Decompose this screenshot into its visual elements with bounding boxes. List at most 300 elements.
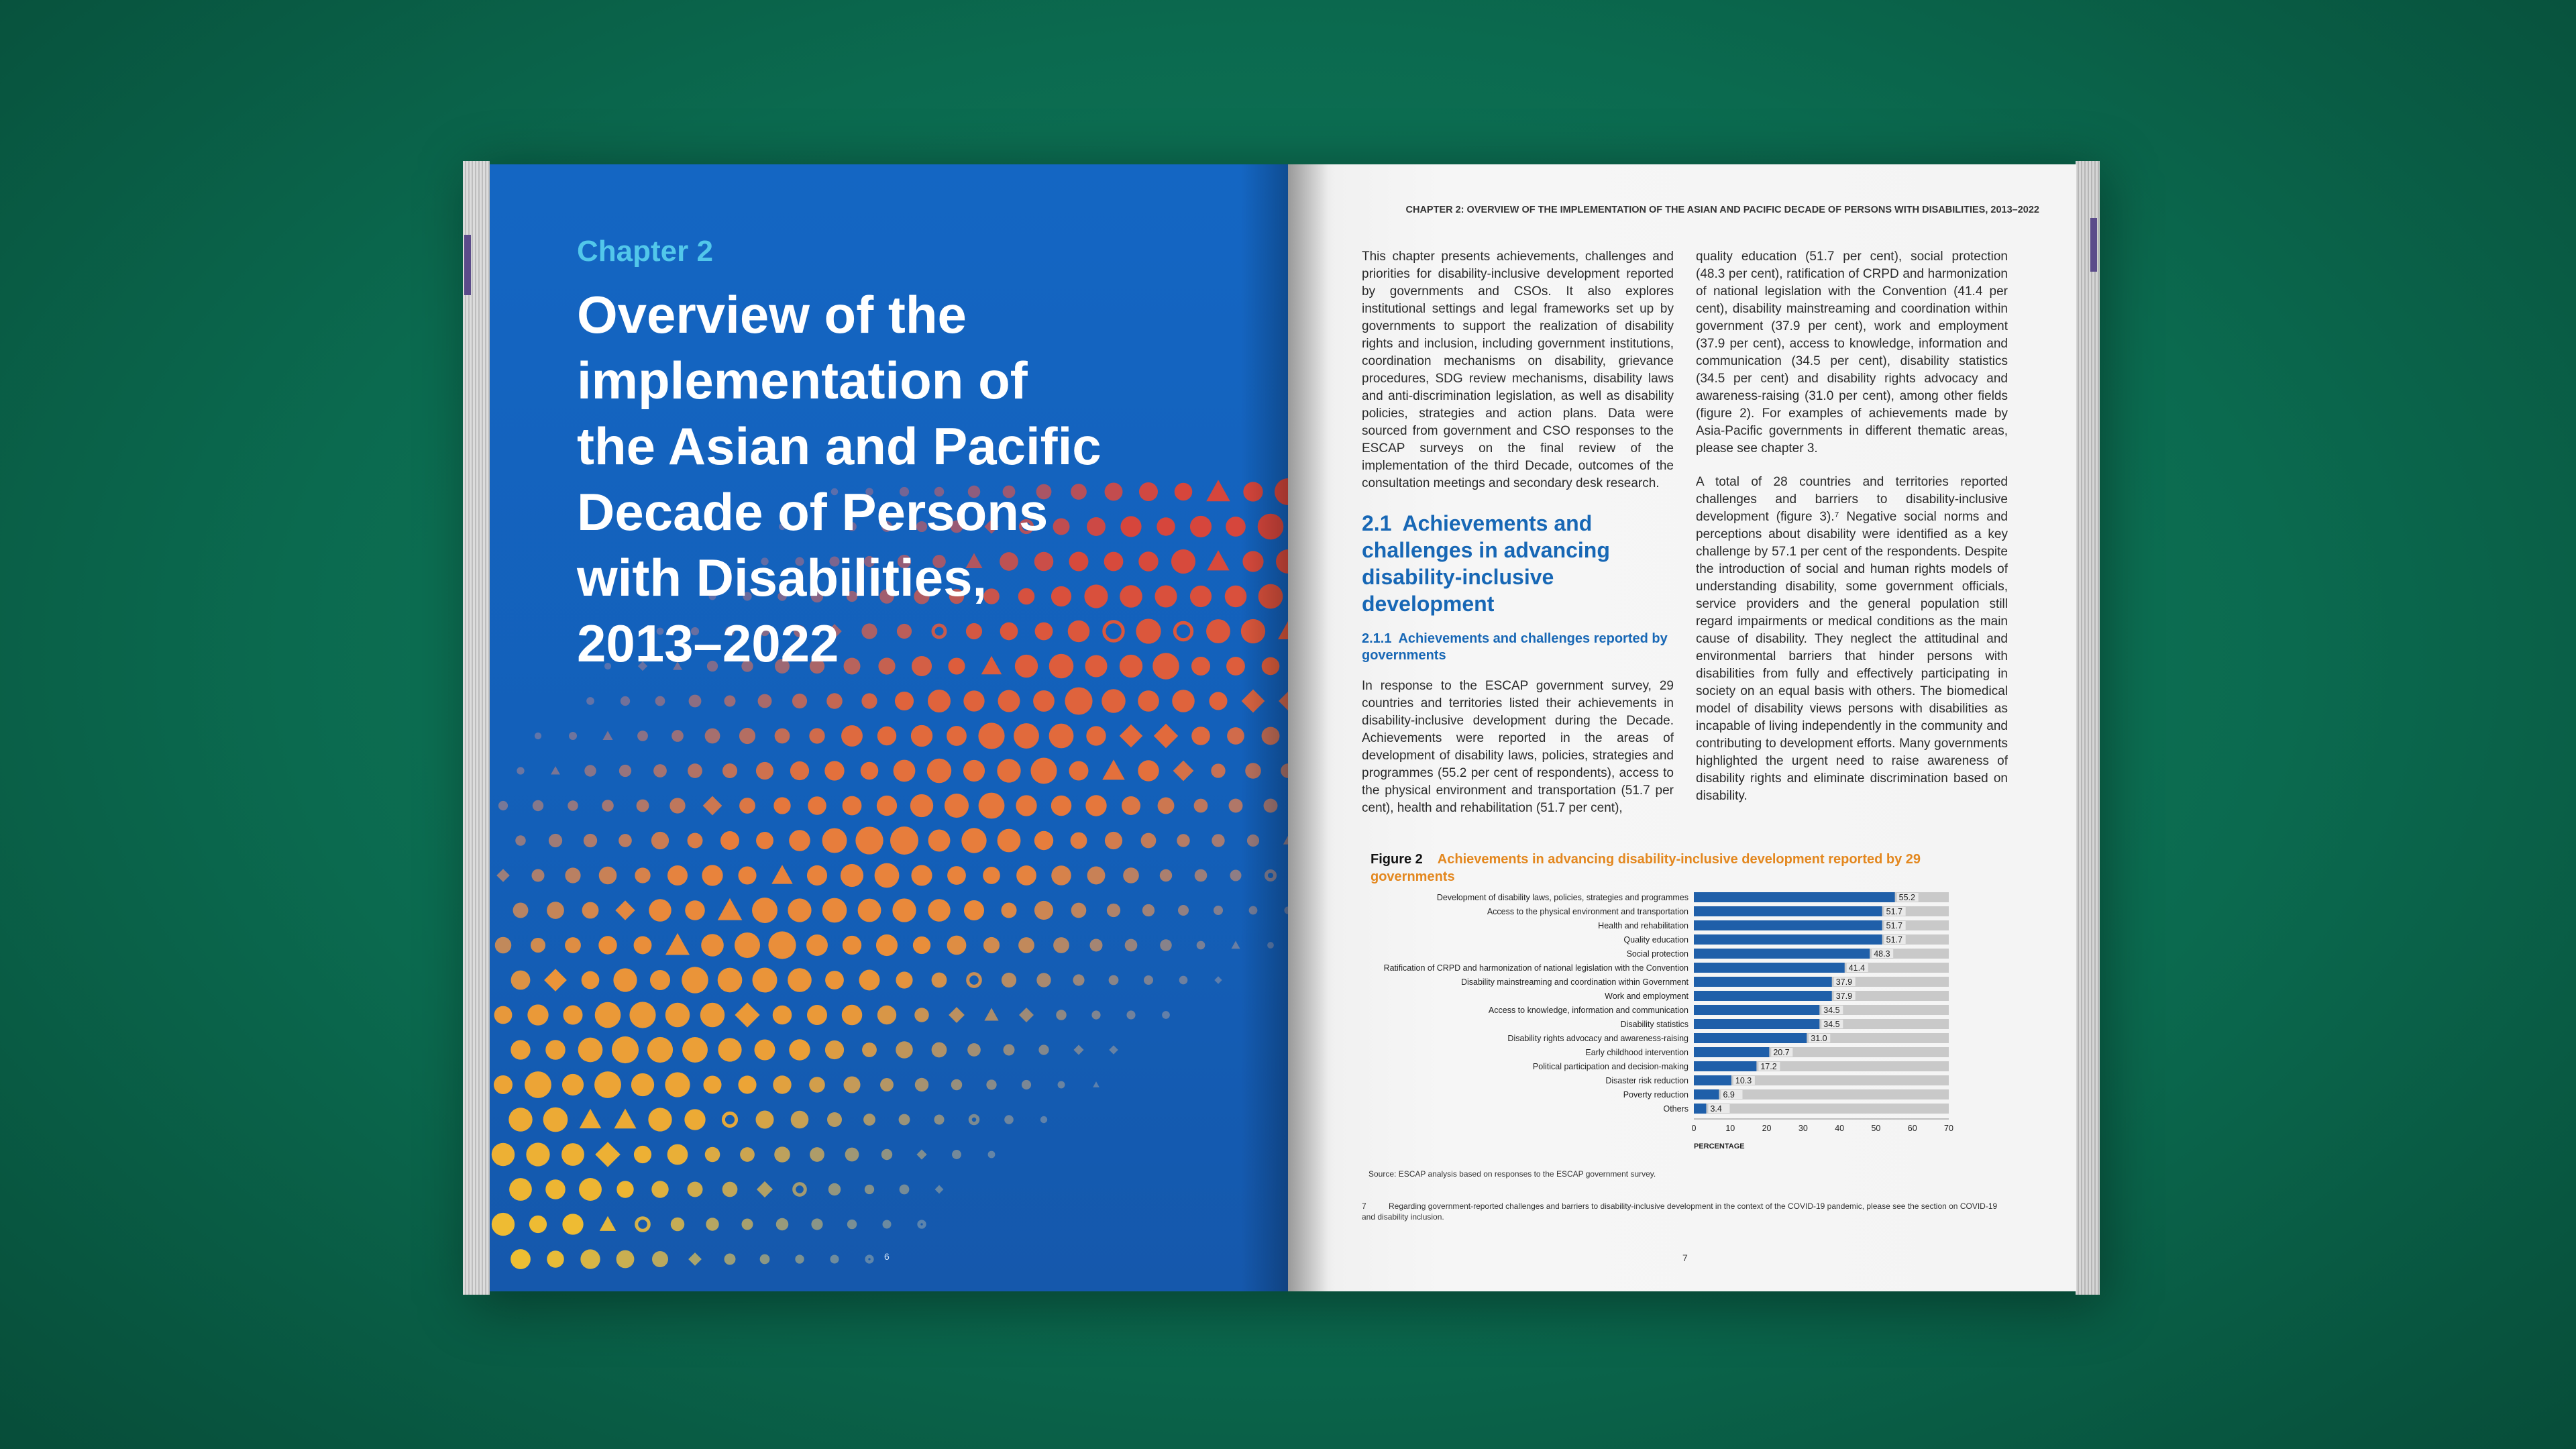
pattern-dot [773,1075,791,1093]
bar [1694,1033,1807,1043]
pattern-dot [1053,937,1069,953]
pattern-dot [859,970,880,991]
pattern-dot [997,759,1020,782]
pattern-dot [545,1179,566,1199]
pattern-ring [867,1256,872,1262]
pattern-dot [863,1114,875,1126]
pattern-dot [847,1220,857,1229]
pattern-dot [875,863,900,888]
pattern-dot [826,693,843,709]
pattern-dot [492,1143,515,1166]
pattern-diamond [615,900,635,920]
pattern-dot [735,932,760,958]
pattern-dot [531,938,545,953]
bar [1694,892,1895,902]
pattern-triangle [602,731,612,740]
footnote-text: Regarding government-reported challenges and barriers to disability-inclusive development in the context of the COVID-19 pandemic, please see the section on COVID-19 and disability inclusion. [1362,1201,1998,1222]
pattern-dot [594,1071,621,1098]
title-line: Overview of the [577,285,967,344]
pattern-dot [621,696,630,706]
pattern-dot [752,898,777,923]
pattern-dot [1090,939,1103,952]
pattern-dot [911,865,932,885]
x-tick-label: 0 [1691,1124,1697,1133]
pattern-dot [738,1075,756,1093]
title-line: 2013–2022 [577,614,839,673]
pattern-diamond [544,969,567,991]
pattern-dot [881,1149,892,1160]
pattern-ring [723,1113,736,1126]
pattern-dot [947,866,966,885]
pattern-dot [807,865,827,885]
pattern-dot [1122,796,1140,815]
pattern-dot [1034,831,1053,850]
data-label: 20.7 [1773,1048,1790,1057]
footnote-number: 7 [1362,1201,1366,1211]
figure-caption [1371,851,1988,885]
pattern-diamond [1019,1008,1034,1022]
pattern-dot [892,898,916,922]
pattern-dot [1126,1010,1135,1019]
pattern-dot [827,1112,842,1127]
figure-label: Figure 2 [1371,852,1423,867]
pattern-dot [494,1006,513,1024]
pattern-dot [988,1151,996,1159]
pattern-dot [1016,795,1036,816]
pattern-dot [828,1183,841,1195]
pattern-dot [688,763,702,778]
pattern-dot [649,899,671,921]
pattern-dot [1016,865,1036,885]
title-line: Decade of Persons [577,482,1049,541]
pattern-dot [841,725,863,747]
pattern-dot [1001,902,1016,918]
data-label: 31.0 [1811,1034,1827,1043]
pattern-dot [705,729,720,744]
pattern-dot [508,1108,532,1131]
title-line: the Asian and Pacific [577,417,1102,476]
pattern-ring [970,1116,978,1124]
pattern-dot [722,1182,738,1197]
spine-shadow [1241,164,1288,1291]
pattern-dot [822,898,847,923]
pattern-dot [845,1148,859,1162]
pattern-dot [635,867,650,883]
bar-chart [1328,885,2039,1167]
page-edge-tab [464,235,471,295]
pattern-dot [1144,975,1153,985]
category-label: Social protection [1626,949,1688,959]
pattern-dot [1069,761,1089,781]
pattern-dot [720,831,739,850]
pattern-dot [1109,975,1119,985]
pattern-dot [511,1040,530,1059]
category-label: Ratification of CRPD and harmonization of national legislation with the Convention [1383,963,1688,973]
pattern-dot [1123,867,1139,883]
pattern-dot [927,759,951,783]
pattern-dot [511,1249,531,1269]
pattern-dot [545,1040,566,1060]
data-label: 51.7 [1886,935,1903,945]
pattern-dot [932,1042,947,1058]
pattern-dot [788,898,811,922]
pattern-triangle [718,898,743,920]
pattern-dot [986,1079,996,1089]
pattern-dot [790,761,809,780]
pattern-dot [584,765,596,776]
pattern-dot [547,1250,564,1268]
data-label: 3.4 [1710,1104,1722,1114]
pattern-dot [584,834,597,847]
pattern-diamond [595,1142,621,1167]
data-label: 34.5 [1823,1006,1840,1015]
pattern-dot [843,936,861,955]
pattern-dot [655,696,665,706]
pattern-dot [665,1003,690,1027]
data-label: 37.9 [1835,977,1853,987]
pattern-dot [682,967,708,994]
pattern-dot [513,903,529,918]
bar [1694,949,1870,959]
pattern-dot [650,970,670,990]
pattern-dot [932,973,947,988]
pattern-dot [1195,869,1208,882]
pattern-dot [1004,1044,1015,1056]
bar [1694,991,1832,1001]
pattern-dot [700,1003,724,1027]
pattern-dot [1058,1081,1065,1089]
pattern-dot [1049,724,1074,749]
category-label: Poverty reduction [1623,1090,1688,1099]
pattern-dot [582,902,599,919]
pattern-dot [687,1181,702,1197]
body-paragraph: quality education (51.7 per cent), social protection (48.3 per cent), ratification of CRPD and harmonization of national legislation with the Convention (41.4 per cent), disability mainstreaming and coordination within government (37.9 per cent), work and employment (37.9 per cent), access to knowledge, information and communication (34.5 per cent), disability statistics (34.5 per cent) and disability rights advocacy and awareness-raising (31.0 per cent), among other fields (figure 2). For examples of achievements made by Asia-Pacific governments in different thematic areas, please see chapter 3. [1696,250,2008,455]
pattern-diamond [496,869,510,882]
data-label: 6.9 [1723,1090,1735,1099]
pattern-dot [1071,903,1087,918]
pattern-dot [517,767,524,774]
category-label: Disaster risk reduction [1605,1076,1688,1085]
pattern-dot [599,867,617,885]
pattern-dot [934,1114,944,1124]
pattern-dot [876,934,898,956]
pattern-dot [877,796,897,816]
pattern-dot [843,796,862,816]
pattern-dot [776,1218,789,1231]
pattern-dot [983,937,1000,953]
pattern-dot [612,1036,639,1063]
pattern-dot [824,761,844,780]
pattern-dot [595,1002,621,1028]
pattern-dot [964,900,984,920]
pattern-dot [637,800,649,812]
pattern-dot [1033,690,1055,712]
pattern-dot [1051,796,1072,816]
bar [1694,906,1882,916]
pattern-dot [511,971,531,990]
pattern-dot [739,798,755,814]
pattern-dot [1172,690,1195,712]
pattern-dot [495,937,512,954]
pattern-dot [792,694,807,708]
pattern-dot [634,936,652,955]
pattern-diamond [1120,724,1143,748]
pattern-dot [533,800,543,811]
data-label: 48.3 [1874,949,1890,959]
pattern-dot [671,1218,684,1231]
pattern-triangle [771,865,793,883]
pattern-dot [702,865,722,885]
pattern-dot [760,1254,770,1265]
pattern-dot [652,1251,668,1267]
pattern-dot [494,1075,513,1094]
pattern-dot [1036,973,1051,987]
pattern-diamond [1154,724,1178,748]
pattern-dot [756,762,773,780]
pattern-diamond [949,1007,965,1023]
pattern-dot [637,731,648,741]
pattern-dot [947,726,967,746]
pattern-diamond [688,1252,702,1266]
pattern-dot [602,800,614,812]
pattern-dot [1158,798,1175,814]
pattern-dot [758,694,772,708]
pattern-dot [561,1143,584,1166]
pattern-dot [947,936,967,955]
pattern-dot [724,695,735,706]
pattern-dot [806,934,828,956]
intro-paragraph: This chapter presents achievements, challenges and priorities for disability-inclusive development reported by governments and CSOs. It also explores institutional settings and legal frameworks set up by governments to support the realization of disability rights and inclusion, including government institutions, coordination mechanisms on disability, grievance procedures, SDG review mechanisms, disability laws and anti-discrimination legislation, as well as disability policies, strategies and action plans. Data were sourced from government and CSO responses to the ESCAP surveys on the final review of the implementation of the third Decade, outcomes of the consultation meetings and secondary desk research. [1362,250,1674,490]
x-tick-label: 40 [1835,1124,1845,1133]
pattern-dot [1211,763,1225,777]
data-label: 37.9 [1835,991,1853,1001]
pattern-dot [858,899,881,922]
bar [1694,1019,1819,1029]
pattern-dot [563,1005,582,1024]
pattern-dot [651,1181,668,1197]
pattern-dot [788,968,812,992]
pattern-dot [1065,687,1092,714]
pattern-dot [967,1043,981,1057]
pattern-dot [525,1071,551,1098]
pattern-dot [928,690,951,712]
pattern-dot [756,1111,774,1129]
pattern-dot [738,866,756,884]
pattern-dot [535,733,541,739]
page-number-right: 7 [1682,1252,1688,1263]
pattern-dot [1056,1010,1066,1020]
pattern-dot [565,937,581,953]
pattern-triangle [1102,759,1125,780]
pattern-dot [1197,941,1205,950]
pattern-dot [526,1142,549,1166]
pattern-dot [928,830,951,852]
pattern-dot [529,1216,547,1233]
pattern-dot [1230,869,1241,881]
pattern-dot [915,1078,928,1091]
category-label: Quality education [1623,935,1688,945]
text-column-left [1362,248,1674,833]
pattern-dot [667,865,688,885]
pattern-dot [756,832,773,849]
pattern-dot [894,760,916,782]
pattern-dot [579,1178,602,1201]
pattern-dot [689,695,702,708]
pattern-dot [724,1254,736,1265]
x-tick-label: 20 [1762,1124,1772,1133]
pattern-dot [825,971,844,989]
pattern-dot [1030,757,1057,784]
pattern-dot [739,728,755,744]
pattern-dot [895,692,914,710]
pattern-triangle [614,1109,637,1129]
pattern-dot [718,1038,741,1061]
pattern-dot [882,1220,891,1228]
left-page-edges [463,161,490,1295]
title-line: implementation of [577,351,1028,410]
pattern-dot [1209,692,1227,710]
pattern-dot [842,1005,863,1026]
x-tick-label: 30 [1798,1124,1808,1133]
pattern-dot [706,1218,718,1230]
text-column-right [1696,248,2008,821]
pattern-dot [877,727,896,745]
pattern-dot [688,833,703,849]
right-page-edges [2076,161,2100,1295]
pattern-dot [549,834,562,847]
pattern-dot [722,763,737,778]
pattern-diamond [916,1149,926,1159]
bar [1694,963,1845,973]
pattern-dot [1051,865,1071,885]
pattern-dot [861,693,877,708]
bar [1694,1089,1719,1099]
pattern-dot [1194,799,1208,813]
section-heading: 2.1 Achievements and challenges in advancing disability-inclusive development [1362,511,1610,616]
pattern-dot [877,1006,896,1024]
pattern-dot [629,1002,655,1028]
pattern-dot [843,1076,860,1093]
pattern-dot [862,1042,877,1057]
running-head: CHAPTER 2: OVERVIEW OF THE IMPLEMENTATION OF THE ASIAN AND PACIFIC DECADE OF PERSONS WITH DISABILITIES, 2013–2022 [1405,205,2039,215]
category-label: Access to knowledge, information and communication [1488,1006,1688,1015]
pattern-dot [515,835,525,845]
pattern-dot [963,690,984,711]
category-label: Disability statistics [1620,1020,1688,1029]
pattern-dot [914,1008,928,1022]
pattern-dot [1214,906,1223,915]
pattern-dot [619,834,632,847]
category-label: Disability rights advocacy and awareness-raising [1507,1034,1688,1043]
pattern-dot [498,801,508,810]
pattern-dot [1125,939,1138,952]
bar [1694,1047,1769,1057]
pattern-dot [582,971,600,989]
pattern-dot [509,1178,532,1201]
pattern-dot [789,830,810,851]
category-label: Work and employment [1605,991,1688,1001]
pattern-dot [841,864,863,887]
pattern-dot [1191,727,1210,745]
pattern-triangle [1231,941,1240,949]
pattern-diamond [1073,1044,1083,1055]
pattern-dot [547,902,564,919]
pattern-dot [1179,976,1188,985]
pattern-dot [701,934,724,957]
data-label: 51.7 [1886,907,1903,916]
pattern-dot [774,1146,790,1163]
subsection-heading: 2.1.1 Achievements and challenges reported by governments [1362,631,1668,663]
pattern-dot [807,1005,827,1025]
pattern-dot [665,1072,690,1097]
pattern-dot [809,1077,825,1093]
pattern-dot [705,1147,720,1163]
page-number-left: 6 [884,1251,890,1262]
pattern-dot [527,1004,548,1025]
pattern-dot [928,899,950,921]
pattern-dot [978,722,1004,749]
pattern-dot [1014,723,1039,749]
pattern-dot [913,936,930,954]
pattern-dot [631,1073,654,1096]
pattern-dot [1004,1115,1014,1124]
pattern-dot [865,1185,874,1194]
pattern-dot [791,1111,809,1129]
pattern-dot [531,869,544,881]
pattern-dot [598,936,616,954]
pattern-dot [880,1078,894,1091]
pattern-dot [810,1147,824,1162]
x-axis-label: PERCENTAGE [1694,1142,1745,1150]
pattern-dot [667,1144,688,1165]
pattern-dot [1138,690,1159,712]
pattern-dot [562,1074,584,1095]
figure-source: Source: ESCAP analysis based on responses to the ESCAP government survey. [1368,1169,1656,1179]
pattern-dot [669,798,685,813]
pattern-dot [685,900,705,920]
pattern-dot [651,832,669,849]
pattern-dot [773,797,790,814]
pattern-dot [861,762,879,780]
pattern-dot [703,1075,721,1093]
pattern-dot [1087,867,1106,885]
pattern-dot [899,1114,910,1126]
pattern-dot [825,1040,844,1059]
pattern-ring [968,974,981,987]
spine-shadow [1288,164,1328,1291]
pattern-ring [637,1218,649,1231]
pattern-dot [613,968,637,991]
pattern-dot [911,725,932,747]
pattern-dot [1102,689,1125,712]
pattern-dot [1034,901,1053,920]
left-page [490,164,1288,1291]
category-label: Early childhood intervention [1585,1048,1688,1057]
pattern-dot [773,1006,792,1025]
pattern-ring [794,1184,806,1195]
pattern-dot [809,728,824,743]
bar [1694,1104,1706,1114]
data-label: 34.5 [1823,1020,1840,1029]
data-label: 55.2 [1898,893,1916,902]
pattern-dot [580,1249,600,1269]
pattern-dot [1105,832,1122,849]
pattern-dot [910,794,933,817]
pattern-dot [578,1038,603,1063]
pattern-diamond [757,1181,773,1197]
pattern-dot [1177,834,1189,847]
pattern-diamond [703,796,722,816]
